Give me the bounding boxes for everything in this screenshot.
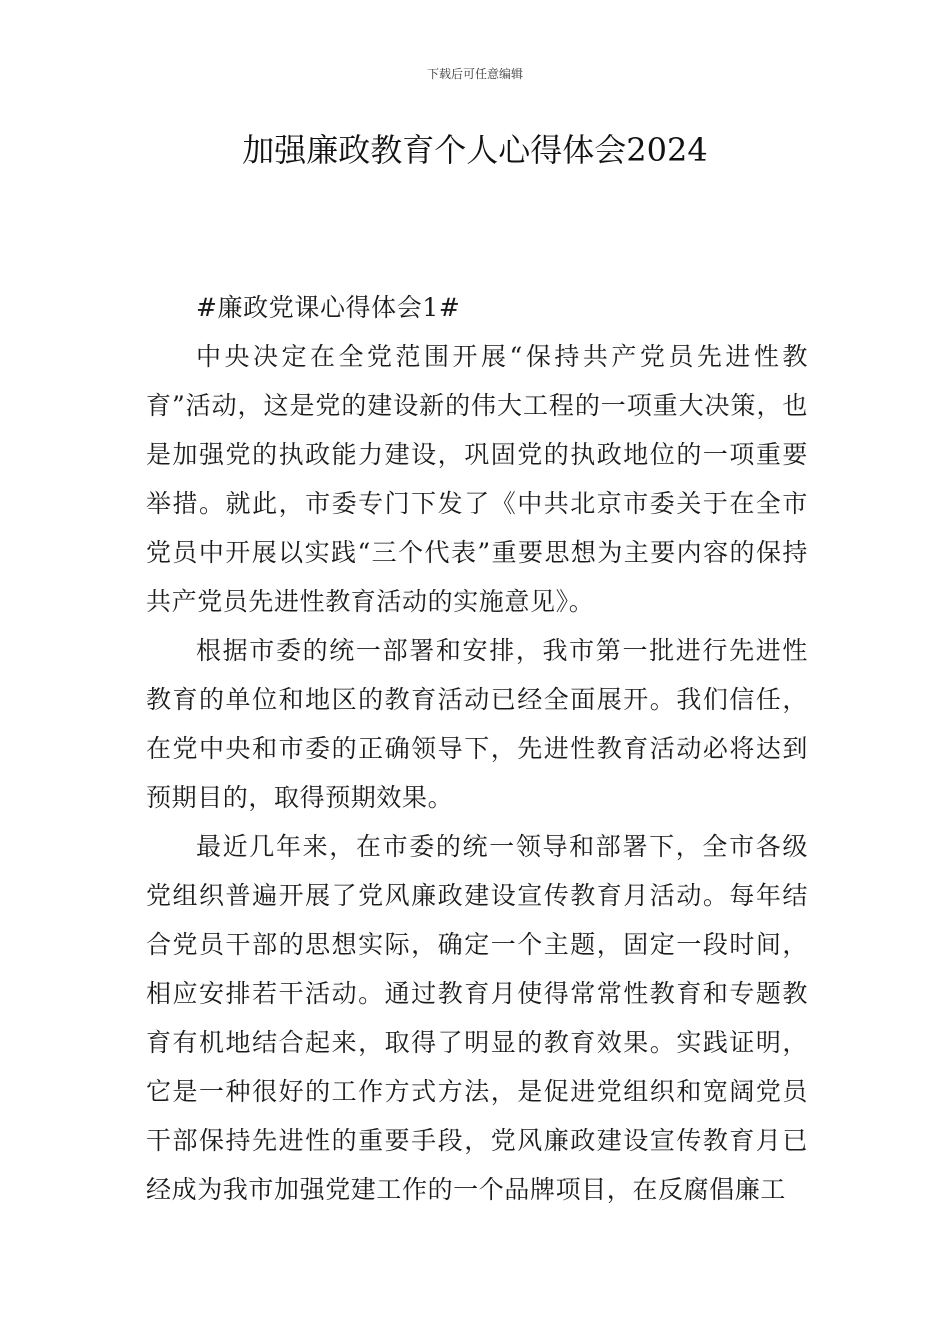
header-note: 下载后可任意编辑 bbox=[426, 67, 523, 81]
section-tag: #廉政党课心得体会1# bbox=[196, 293, 461, 322]
document-body bbox=[146, 283, 808, 1214]
paragraph-3: 最近几年来，在市委的统一领导和部署下，全市各级党组织普遍开展了党风廉政建设宣传教育月活动。每年结合党员干部的思想实际，确定一个主题，固定一段时间，相应安排若干活动。通过教育月使得常常性教育和专题教育有机地结合起来，取得了明显的教育效果。实践证明，它是一种很好的工作方式方法，是促进党组织和宽阔党员干部保持先进性的重要手段，党风廉政建设宣传教育月已经成为我市加强党建工作的一个品牌项目，在反腐倡廉工 bbox=[146, 832, 808, 1204]
paragraph-1: 中央决定在全党范围开展“保持共产党员先进性教育”活动，这是党的建设新的伟大工程的一项重大决策，也是加强党的执政能力建设，巩固党的执政地位的一项重要举措。就此，市委专门下发了《中共北京市委关于在全市党员中开展以实践“三个代表”重要思想为主要内容的保持共产党员先进性教育活动的实施意见》。 bbox=[146, 342, 808, 616]
document-title: 加强廉政教育个人心得体会2024 bbox=[242, 131, 708, 169]
paragraph-2: 根据市委的统一部署和安排，我市第一批进行先进性教育的单位和地区的教育活动已经全面展开。我们信任，在党中央和市委的正确领导下，先进性教育活动必将达到预期目的，取得预期效果。 bbox=[146, 636, 808, 812]
